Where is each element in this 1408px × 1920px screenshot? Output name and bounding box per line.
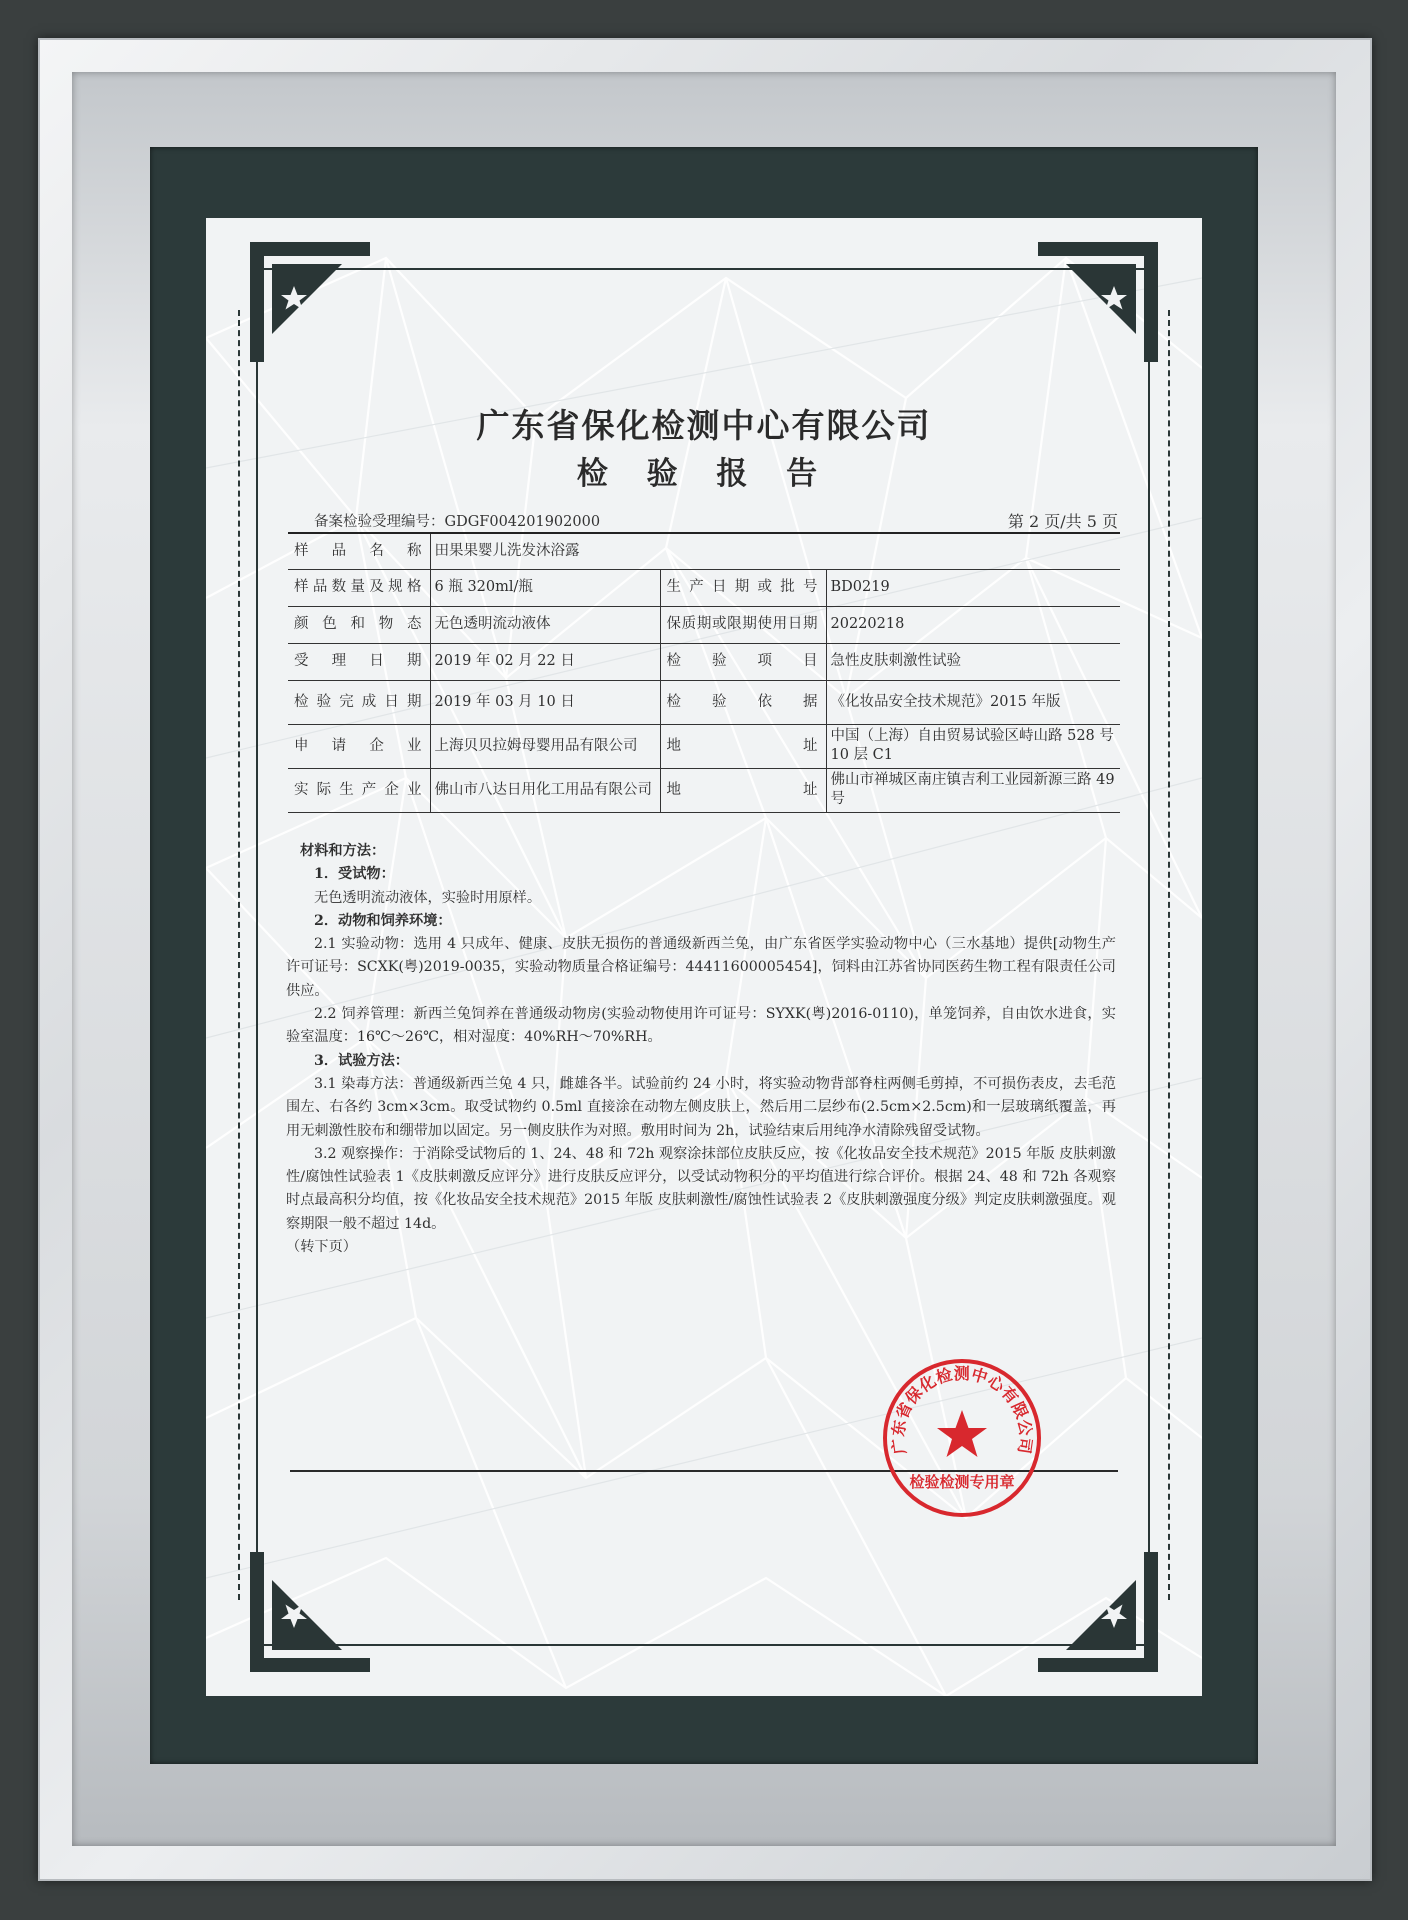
row-label: 地址	[660, 768, 826, 812]
corner-ornament-top-right	[1038, 242, 1158, 362]
row-value: 无色透明流动液体	[430, 606, 660, 643]
continued-note: （转下页）	[286, 1239, 357, 1256]
row-label: 检验依据	[660, 680, 826, 724]
row-label: 检验项目	[660, 643, 826, 680]
row-value: 《化妆品安全技术规范》2015 年版	[826, 680, 1120, 724]
row-value: 佛山市八达日用化工用品有限公司	[430, 768, 660, 812]
page-number: 第 2 页/共 5 页	[1007, 512, 1118, 531]
row-label: 受理日期	[288, 643, 430, 680]
table-row	[288, 533, 1120, 569]
paragraph: 2.1 实验动物：选用 4 只成年、健康、皮肤无损伤的普通级新西兰兔，由广东省医学实验动物中心（三水基地）提供[动物生产许可证号：SCXK(粤)2019-0035，实验动物质量合格证编号：44411600005454]，饲料由江苏省协同医药生物工程有限责任公司供应。	[286, 936, 1116, 999]
row-label: 检验完成日期	[288, 680, 430, 724]
row-label: 保质期或限期使用日期	[660, 606, 826, 643]
row-label: 生产日期或批号	[660, 569, 826, 606]
report-title: 检 验 报 告	[576, 456, 832, 492]
seal-text: 广东省保化检测中心有限公司	[888, 1363, 1036, 1456]
row-value: 田果果婴儿洗发沐浴露	[430, 533, 1120, 569]
row-label: 样品名称	[288, 533, 430, 569]
section-heading: 2．动物和饲养环境：	[314, 912, 452, 929]
corner-ornament-bottom-right	[1038, 1552, 1158, 1672]
table-row	[288, 606, 1120, 643]
company-name: 广东省保化检测中心有限公司	[476, 406, 932, 445]
section-heading: 3．试验方法：	[314, 1052, 409, 1069]
row-label: 颜色和物态	[288, 606, 430, 643]
methods-section	[286, 840, 1116, 1259]
row-label: 样品数量及规格	[288, 569, 430, 606]
row-value: 20220218	[826, 606, 1120, 643]
corner-ornament-top-left	[250, 242, 370, 362]
row-value: 急性皮肤刺激性试验	[826, 643, 1120, 680]
table-row	[288, 680, 1120, 724]
sample-info-table	[288, 532, 1120, 813]
paragraph: 3.2 观察操作：于消除受试物后的 1、24、48 和 72h 观察涂抹部位皮肤反应，按《化妆品安全技术规范》2015 年版 皮肤刺激性/腐蚀性试验表 1《皮肤刺激反应评分》进行皮肤反应评分，以受试动物积分的平均值进行综合评价。根据 24、48 和 72h 各观察时点最高积分均值，按《化妆品安全技术规范》2015 年版 皮肤刺激性/腐蚀性试验表 2《皮肤刺激强度分级》判定皮肤刺激强度。观察期限一般不超过 14d。	[286, 1145, 1116, 1232]
section-heading: 1．受试物：	[314, 866, 395, 883]
row-label: 实际生产企业	[288, 768, 430, 812]
table-row	[288, 768, 1120, 812]
table-row	[288, 724, 1120, 768]
record-number: 备案检验受理编号：GDGF004201902000	[314, 514, 601, 530]
corner-ornament-bottom-left	[250, 1552, 370, 1672]
table-row	[288, 569, 1120, 606]
row-value: 2019 年 03 月 10 日	[430, 680, 660, 724]
certificate-paper	[206, 218, 1202, 1696]
methods-heading: 材料和方法：	[300, 843, 386, 859]
star-icon	[937, 1410, 987, 1457]
row-value: BD0219	[826, 569, 1120, 606]
paragraph: 2.2 饲养管理：新西兰兔饲养在普通级动物房(实验动物使用许可证号：SYXK(粤)2016-0110)，单笼饲养，自由饮水进食，实验室温度：16℃～26℃，相对湿度：40%RH～70%RH。	[286, 1006, 1116, 1046]
row-label: 地址	[660, 724, 826, 768]
paragraph: 无色透明流动液体，实验时用原样。	[314, 889, 542, 906]
official-seal	[880, 1356, 1044, 1520]
table-row	[288, 643, 1120, 680]
row-value: 上海贝贝拉姆母婴用品有限公司	[430, 724, 660, 768]
paragraph: 3.1 染毒方法：普通级新西兰兔 4 只，雌雄各半。试验前约 24 小时，将实验动物背部脊柱两侧毛剪掉，不可损伤表皮，去毛范围左、右各约 3cm×3cm。取受试物约 0.5ml 直接涂在动物左侧皮肤上，然后用二层纱布(2.5cm×2.5cm)和一层玻璃纸覆盖，再用无刺激性胶布和绷带加以固定。另一侧皮肤作为对照。敷用时间为 2h，试验结束后用纯净水清除残留受试物。	[286, 1075, 1116, 1139]
row-value: 6 瓶 320ml/瓶	[430, 569, 660, 606]
row-value: 2019 年 02 月 22 日	[430, 643, 660, 680]
seal-subtext: 检验检测专用章	[909, 1473, 1015, 1491]
row-value: 中国（上海）自由贸易试验区峙山路 528 号 10 层 C1	[826, 724, 1120, 768]
row-label: 申请企业	[288, 724, 430, 768]
row-value: 佛山市禅城区南庄镇吉利工业园新源三路 49 号	[826, 768, 1120, 812]
